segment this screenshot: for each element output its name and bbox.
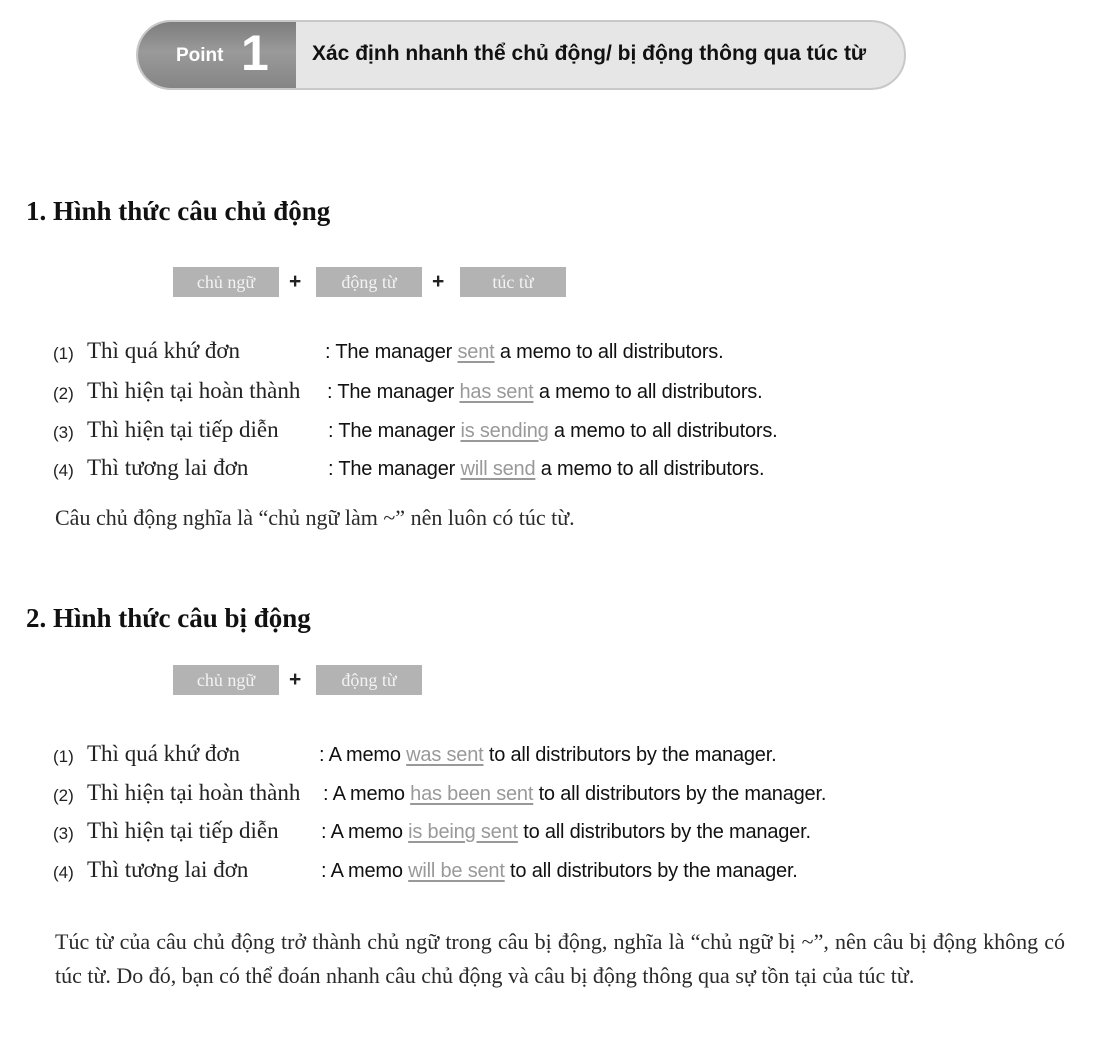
formula-chip-verb: động từ [316, 267, 422, 297]
passive-example-row [53, 741, 1053, 775]
example-number: (1) [53, 747, 74, 766]
active-section-heading: 1. Hình thức câu chủ động [26, 196, 331, 226]
verb-phrase: has sent [459, 381, 534, 403]
point-banner [136, 20, 906, 90]
example-number: (2) [53, 384, 74, 403]
sentence-end: a memo to all distributors. [533, 381, 763, 403]
active-example-row [53, 378, 1053, 412]
example-sentence [321, 860, 798, 883]
sentence-end: to all distributors by the manager. [483, 744, 777, 766]
sentence-start: The manager [338, 458, 461, 480]
example-sentence [321, 821, 811, 844]
active-example-row [53, 455, 1053, 489]
active-example-row [53, 417, 1053, 451]
verb-phrase: sent [457, 341, 495, 363]
verb-phrase: will send [460, 458, 536, 480]
example-tense: Thì hiện tại hoàn thành [87, 780, 301, 805]
active-example-row [53, 338, 1053, 372]
example-tense: Thì hiện tại tiếp diễn [87, 818, 279, 843]
example-number: (3) [53, 423, 74, 442]
sentence-start: A memo [330, 821, 409, 843]
passive-example-row [53, 780, 1053, 814]
example-tense: Thì tương lai đơn [87, 455, 249, 480]
formula-plus: + [432, 270, 445, 293]
sentence-end: to all distributors by the manager. [533, 783, 827, 805]
formula-chip-subject: chủ ngữ [173, 665, 279, 695]
sentence-start: A memo [328, 744, 407, 766]
sentence-end: a memo to all distributors. [548, 420, 778, 442]
verb-phrase: has been sent [410, 783, 534, 805]
verb-phrase: is being sent [408, 821, 518, 843]
sentence-end: to all distributors by the manager. [504, 860, 798, 882]
example-tense: Thì quá khứ đơn [87, 741, 241, 766]
sentence-start: The manager [338, 420, 461, 442]
sentence-start: The manager [337, 381, 460, 403]
verb-phrase: was sent [406, 744, 484, 766]
example-tense: Thì tương lai đơn [87, 857, 249, 882]
example-number: (2) [53, 786, 74, 805]
sentence-end: to all distributors by the manager. [517, 821, 811, 843]
example-number: (1) [53, 344, 74, 363]
example-sentence [325, 341, 723, 364]
example-sentence [319, 744, 776, 767]
example-sentence [327, 381, 762, 404]
example-number: (3) [53, 824, 74, 843]
example-colon: : [328, 420, 334, 442]
active-explanation: Câu chủ động nghĩa là “chủ ngữ làm ~” nên luôn có túc từ. [55, 505, 575, 530]
sentence-end: a memo to all distributors. [494, 341, 724, 363]
example-colon: : [328, 458, 334, 480]
verb-phrase: will be sent [408, 860, 505, 882]
point-title: Xác định nhanh thể chủ động/ bị động thông qua túc từ [312, 42, 867, 65]
sentence-start: A memo [332, 783, 411, 805]
example-colon: : [327, 381, 333, 403]
example-colon: : [321, 821, 327, 843]
point-number: 1 [241, 25, 269, 81]
example-number: (4) [53, 863, 74, 882]
formula-chip-subject: chủ ngữ [173, 267, 279, 297]
example-sentence [323, 783, 826, 806]
formula-chip-verb: động từ [316, 665, 422, 695]
sentence-start: A memo [330, 860, 409, 882]
passive-example-row [53, 818, 1053, 852]
verb-phrase: is sending [460, 420, 549, 442]
passive-explanation: Túc từ của câu chủ động trở thành chủ ngữ trong câu bị động, nghĩa là “chủ ngữ bị ~”, nên câu bị động không có túc từ. Do đó, bạn có thể đoán nhanh câu chủ động và câu bị động thông qua sự tồn tại của túc từ. [55, 929, 1065, 988]
example-colon: : [321, 860, 327, 882]
example-number: (4) [53, 461, 74, 480]
passive-example-row [53, 857, 1053, 891]
example-tense: Thì hiện tại hoàn thành [87, 378, 301, 403]
example-tense: Thì hiện tại tiếp diễn [87, 417, 279, 442]
point-label: Point [176, 45, 224, 66]
sentence-start: The manager [335, 341, 458, 363]
example-tense: Thì quá khứ đơn [87, 338, 241, 363]
point-badge [138, 22, 296, 88]
passive-section-heading: 2. Hình thức câu bị động [26, 603, 311, 633]
example-sentence [328, 420, 777, 443]
example-colon: : [319, 744, 325, 766]
sentence-end: a memo to all distributors. [535, 458, 765, 480]
example-sentence [328, 458, 764, 481]
formula-chip-object: túc từ [460, 267, 566, 297]
formula-plus: + [289, 270, 302, 293]
example-colon: : [323, 783, 329, 805]
formula-plus: + [289, 668, 302, 691]
example-colon: : [325, 341, 331, 363]
